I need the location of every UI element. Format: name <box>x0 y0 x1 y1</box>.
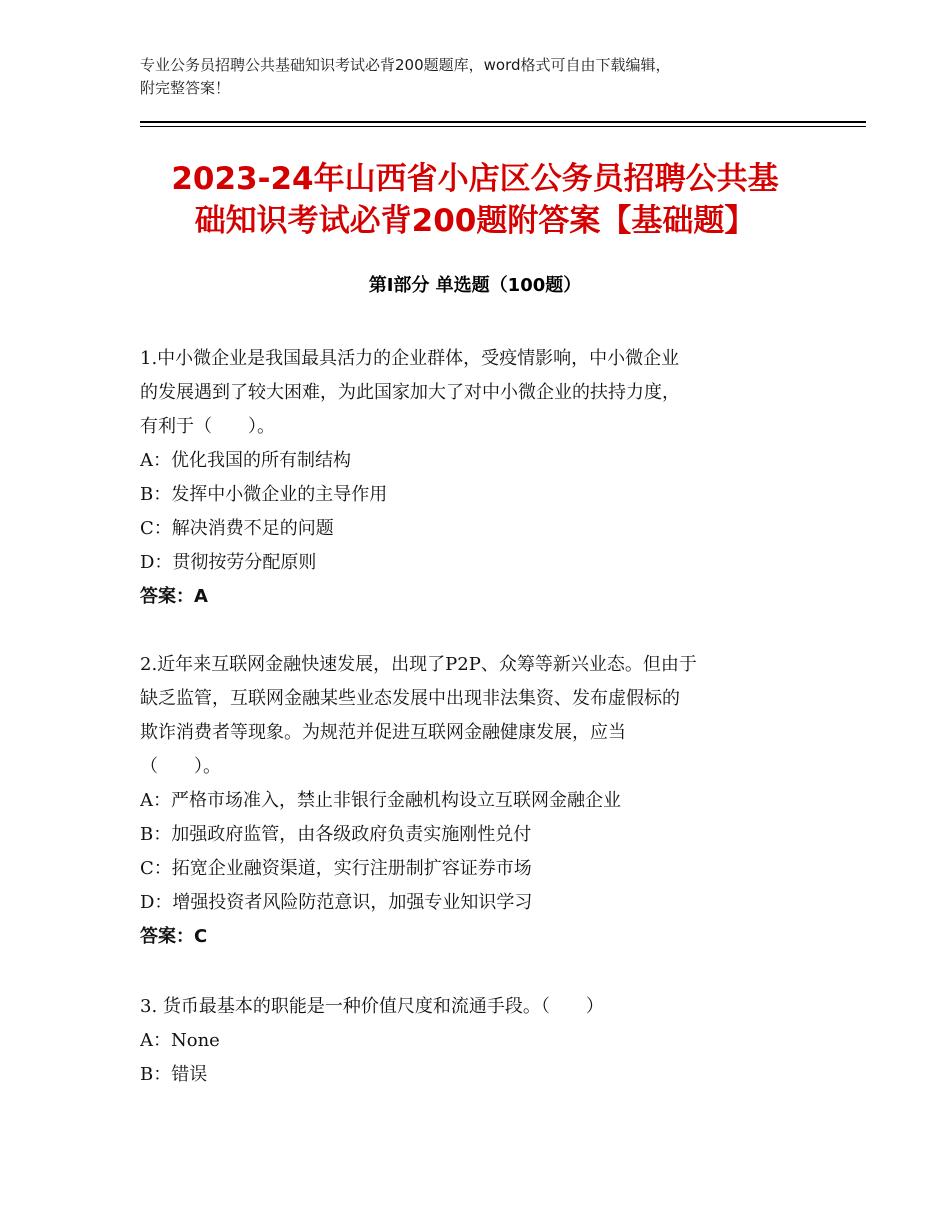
question-stem: 2.近年来互联网金融快速发展，出现了P2P、众筹等新兴业态。但由于 缺乏监管，互联网金融某些业态发展中出现非法集资、发布虚假标的 欺诈消费者等现象。为规范并促进互联网金融健康发展，应当 （ ）。 <box>140 654 697 777</box>
option-a: A：优化我国的所有制结构 <box>140 450 351 471</box>
answer: 答案：A <box>140 586 208 607</box>
section-heading: 第Ⅰ部分 单选题（100题） <box>368 275 582 296</box>
answer: 答案：C <box>140 926 208 947</box>
option-c: C：解决消费不足的问题 <box>140 518 334 539</box>
option-b: B：错误 <box>140 1064 208 1085</box>
question-stem: 1.中小微企业是我国最具活力的企业群体，受疫情影响，中小微企业 的发展遇到了较大困难，为此国家加大了对中小微企业的扶持力度， 有利于（ ）。 <box>140 348 680 437</box>
option-c: C：拓宽企业融资渠道，实行注册制扩容证券市场 <box>140 858 532 879</box>
header-note: 专业公务员招聘公共基础知识考试必背200题题库，word格式可自由下载编辑， 附完整答案！ <box>140 56 671 97</box>
header-divider-thick <box>140 121 866 123</box>
option-a: A：None <box>140 1030 220 1051</box>
option-d: D：贯彻按劳分配原则 <box>140 552 317 573</box>
document-title: 2023-24年山西省小店区公务员招聘公共基 础知识考试必背200题附答案【基础题】 <box>171 161 779 239</box>
question-2 <box>140 648 812 954</box>
option-b: B：加强政府监管，由各级政府负责实施刚性兑付 <box>140 824 532 845</box>
header-divider-thin <box>140 126 866 127</box>
question-3 <box>140 990 812 1092</box>
question-stem: 3. 货币最基本的职能是一种价值尺度和流通手段。（ ） <box>140 996 604 1017</box>
question-1 <box>140 342 812 614</box>
option-d: D：增强投资者风险防范意识，加强专业知识学习 <box>140 892 533 913</box>
option-a: A：严格市场准入，禁止非银行金融机构设立互联网金融企业 <box>140 790 621 811</box>
option-b: B：发挥中小微企业的主导作用 <box>140 484 388 505</box>
